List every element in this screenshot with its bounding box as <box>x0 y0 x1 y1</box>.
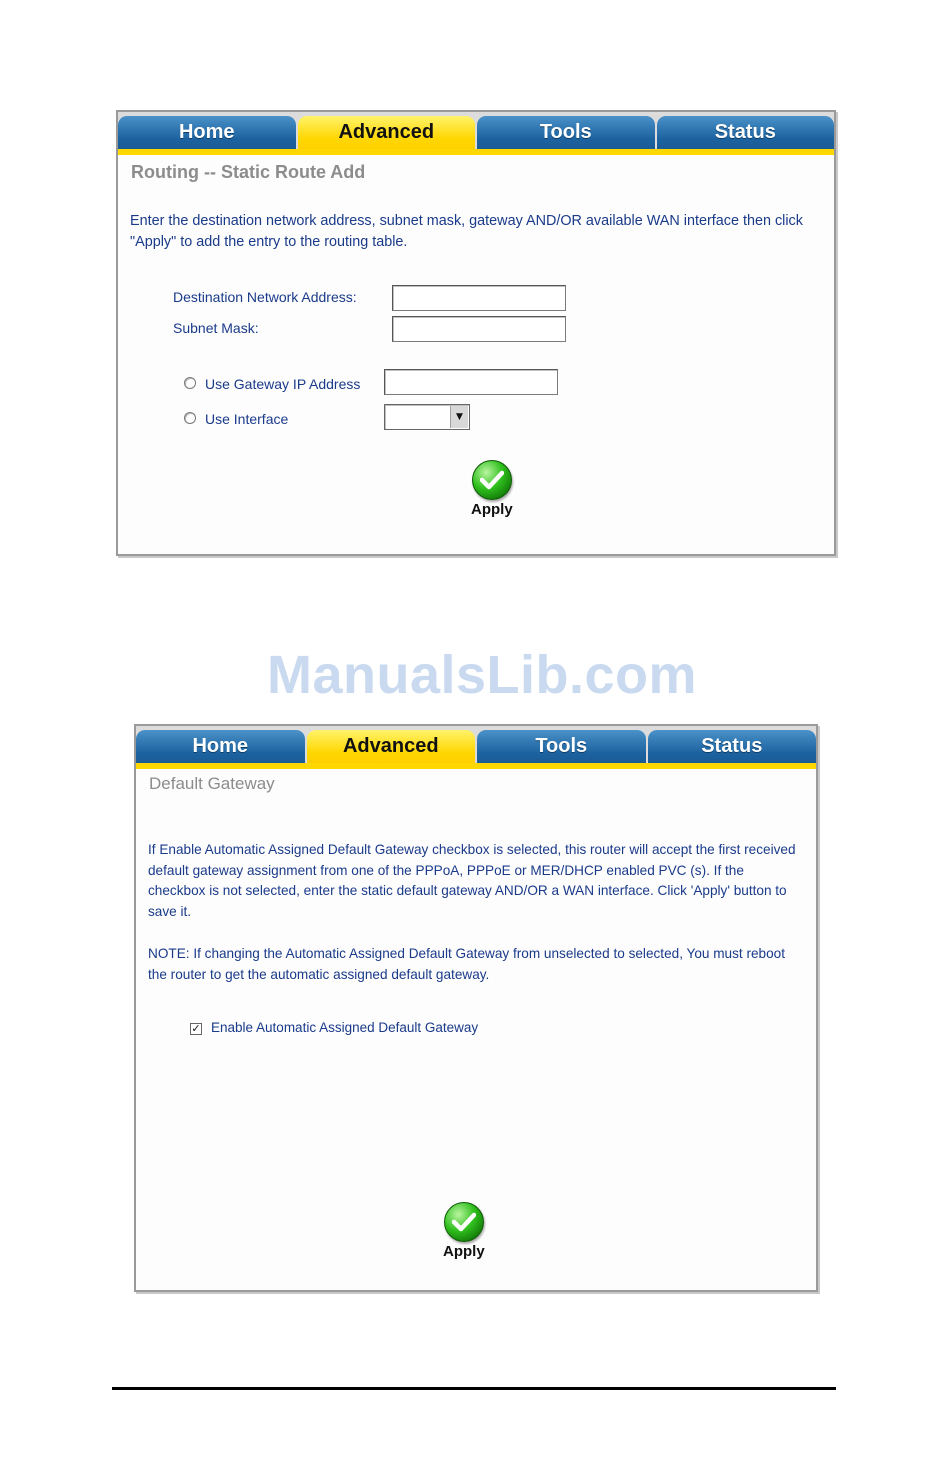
apply-label: Apply <box>443 1243 485 1260</box>
tab-home[interactable]: Home <box>118 116 296 149</box>
interface-select[interactable] <box>384 404 470 430</box>
auto-gateway-checkbox[interactable]: ✓ <box>191 1022 201 1035</box>
auto-gateway-label: Enable Automatic Assigned Default Gateway <box>211 1020 479 1035</box>
tab-advanced[interactable]: Advanced <box>298 116 476 149</box>
chevron-down-icon: ▼ <box>450 406 468 428</box>
page-title: Default Gateway <box>149 774 275 793</box>
note-text: NOTE: If changing the Automatic Assigned Default Gateway from unselected to selected, You must reboot the router to get the automatic assigned default gateway. <box>148 946 785 982</box>
use-gateway-label: Use Gateway IP Address <box>205 376 361 392</box>
use-gateway-radio[interactable] <box>184 377 196 389</box>
tab-status[interactable]: Status <box>657 116 835 149</box>
apply-button[interactable] <box>471 460 513 518</box>
checkmark-icon <box>472 460 512 500</box>
tab-status[interactable]: Status <box>648 730 817 763</box>
tab-advanced[interactable]: Advanced <box>307 730 476 763</box>
footer-rule <box>112 1387 836 1390</box>
page-title: Routing -- Static Route Add <box>131 162 366 182</box>
nav-tabs <box>118 112 834 155</box>
tab-tools[interactable]: Tools <box>477 730 646 763</box>
tab-home[interactable]: Home <box>136 730 305 763</box>
apply-button[interactable] <box>443 1202 485 1260</box>
description: Enter the destination network address, subnet mask, gateway AND/OR available WAN interface then click "Apply" to add the entry to the routing table. <box>130 213 803 250</box>
watermark: ManualsLib.com <box>266 645 698 705</box>
description: If Enable Automatic Assigned Default Gateway checkbox is selected, this router will accept the first received default gateway assignment from one of the PPPoA, PPPoE or MER/DHCP enabled PVC (s). If the checkbox is not selected, enter the static default gateway AND/OR a WAN interface. Click 'Apply' button to save it. <box>148 842 796 919</box>
use-interface-radio[interactable] <box>184 412 196 424</box>
static-route-panel <box>116 110 836 556</box>
apply-label: Apply <box>471 501 513 518</box>
default-gateway-panel <box>134 724 818 1292</box>
destination-input[interactable] <box>392 285 566 311</box>
checkmark-icon <box>444 1202 484 1242</box>
use-interface-label: Use Interface <box>205 411 289 427</box>
tab-tools[interactable]: Tools <box>477 116 655 149</box>
subnet-mask-input[interactable] <box>392 316 566 342</box>
gateway-ip-input[interactable] <box>384 369 558 395</box>
destination-label: Destination Network Address: <box>173 289 357 305</box>
subnet-mask-label: Subnet Mask: <box>173 320 259 336</box>
nav-tabs <box>136 726 816 769</box>
